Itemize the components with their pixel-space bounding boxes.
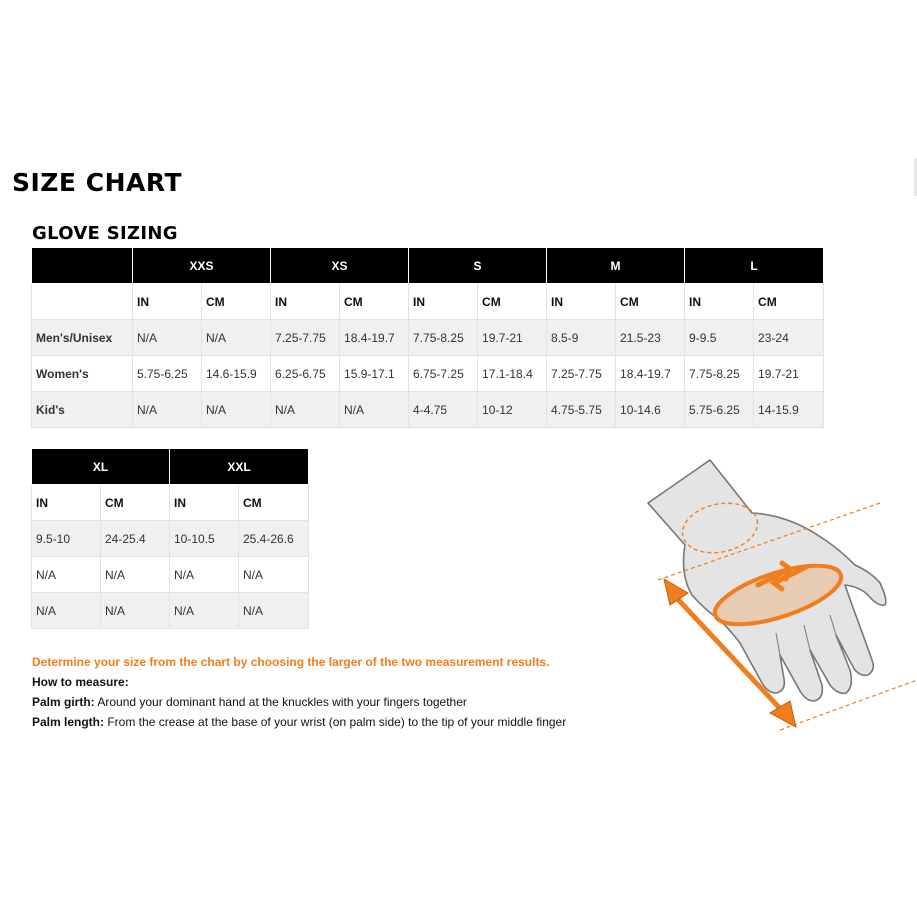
row-label: Men's/Unisex (32, 320, 133, 356)
table-cell: 7.75-8.25 (685, 356, 754, 392)
table-cell: 6.75-7.25 (409, 356, 478, 392)
table-cell: 9-9.5 (685, 320, 754, 356)
table-cell: N/A (239, 593, 309, 629)
table-cell: N/A (32, 557, 101, 593)
unit-header: CM (340, 284, 409, 320)
section-title: GLOVE SIZING (32, 223, 178, 244)
table-cell: N/A (170, 593, 239, 629)
table-cell: N/A (101, 557, 170, 593)
table-cell: 10-10.5 (170, 521, 239, 557)
table-cell: N/A (340, 392, 409, 428)
table-cell: 4-4.75 (409, 392, 478, 428)
table-cell: 10-12 (478, 392, 547, 428)
page-title: SIZE CHART (12, 168, 183, 197)
table-row (32, 320, 824, 356)
glove-size-table-large (31, 449, 309, 629)
size-header: XS (271, 248, 409, 284)
table-cell: 17.1-18.4 (478, 356, 547, 392)
table-cell: 18.4-19.7 (616, 356, 685, 392)
size-header: XXL (170, 449, 309, 485)
table-cell: 23-24 (754, 320, 824, 356)
table-row (32, 356, 824, 392)
table-row (32, 521, 309, 557)
row-label: Kid's (32, 392, 133, 428)
table-cell: N/A (202, 392, 271, 428)
palm-length-note (32, 712, 566, 732)
palm-girth-text: Around your dominant hand at the knuckles with your fingers together (94, 695, 467, 709)
table-cell: N/A (133, 392, 202, 428)
unit-header: CM (754, 284, 824, 320)
unit-label-spacer (32, 284, 133, 320)
unit-header: IN (133, 284, 202, 320)
unit-header: IN (32, 485, 101, 521)
table-cell: 10-14.6 (616, 392, 685, 428)
palm-length-label: Palm length: (32, 715, 105, 729)
palm-girth-note (32, 692, 566, 712)
unit-header: CM (101, 485, 170, 521)
table-row (32, 593, 309, 629)
table-cell: 6.25-6.75 (271, 356, 340, 392)
unit-header: CM (239, 485, 309, 521)
table-cell: 19.7-21 (478, 320, 547, 356)
size-header: S (409, 248, 547, 284)
table-cell: 7.75-8.25 (409, 320, 478, 356)
unit-header: IN (170, 485, 239, 521)
size-header: XXS (133, 248, 271, 284)
table-cell: 25.4-26.6 (239, 521, 309, 557)
size-header: XL (32, 449, 170, 485)
glove-size-table (31, 248, 824, 428)
table-cell: 5.75-6.25 (685, 392, 754, 428)
size-header: M (547, 248, 685, 284)
unit-header: IN (685, 284, 754, 320)
measurement-notes (32, 652, 566, 732)
table-cell: 19.7-21 (754, 356, 824, 392)
table-cell: 9.5-10 (32, 521, 101, 557)
table-cell: N/A (32, 593, 101, 629)
table-cell: 14-15.9 (754, 392, 824, 428)
table-cell: 8.5-9 (547, 320, 616, 356)
table-cell: 18.4-19.7 (340, 320, 409, 356)
size-instruction: Determine your size from the chart by choosing the larger of the two measurement results. (32, 655, 550, 669)
unit-header: CM (616, 284, 685, 320)
table-cell: 7.25-7.75 (547, 356, 616, 392)
size-header: L (685, 248, 824, 284)
table-cell: 21.5-23 (616, 320, 685, 356)
table-row (32, 557, 309, 593)
palm-girth-label: Palm girth: (32, 695, 95, 709)
table-cell: N/A (202, 320, 271, 356)
table-cell: 4.75-5.75 (547, 392, 616, 428)
unit-header: IN (271, 284, 340, 320)
table-cell: N/A (133, 320, 202, 356)
table-cell: 24-25.4 (101, 521, 170, 557)
table-cell: N/A (170, 557, 239, 593)
unit-header: CM (478, 284, 547, 320)
table-cell: 7.25-7.75 (271, 320, 340, 356)
unit-header: IN (409, 284, 478, 320)
row-label: Women's (32, 356, 133, 392)
table-cell: N/A (101, 593, 170, 629)
table-cell: N/A (271, 392, 340, 428)
unit-header: IN (547, 284, 616, 320)
how-to-measure-heading: How to measure: (32, 675, 129, 689)
table-cell: N/A (239, 557, 309, 593)
palm-length-text: From the crease at the base of your wrist (on palm side) to the tip of your middle finger (104, 715, 567, 729)
unit-header: CM (202, 284, 271, 320)
table-row (32, 392, 824, 428)
table-cell: 14.6-15.9 (202, 356, 271, 392)
hand-measurement-icon (640, 455, 917, 745)
table-cell: 5.75-6.25 (133, 356, 202, 392)
table-cell: 15.9-17.1 (340, 356, 409, 392)
corner-cell (32, 248, 133, 284)
